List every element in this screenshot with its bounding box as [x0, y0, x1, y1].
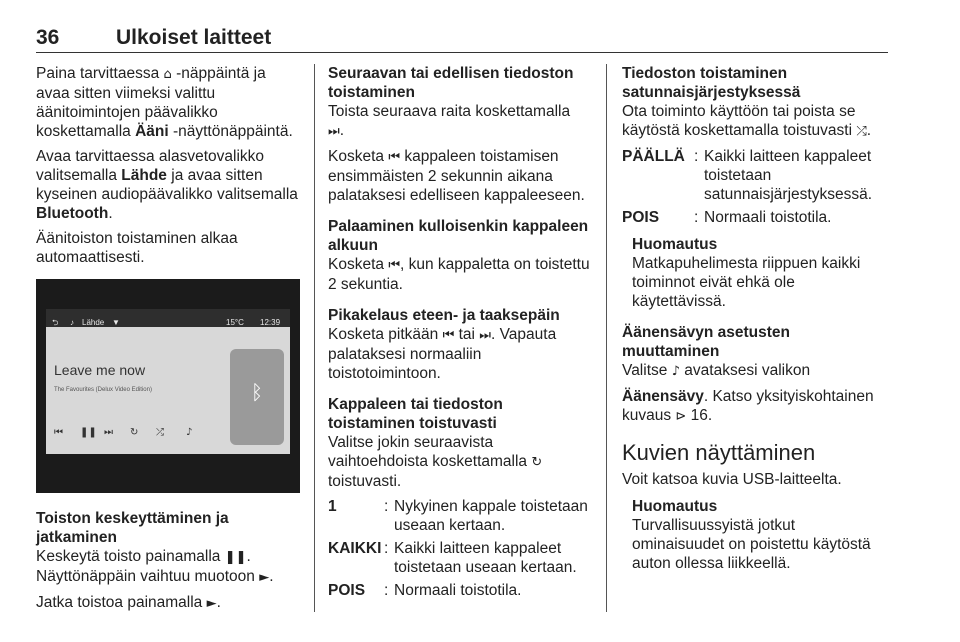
- paragraph: Toista seuraava raita koskettamalla ⏭.: [328, 103, 571, 139]
- section-heading: Toiston keskeyttäminen ja jatkaminen: [36, 510, 229, 546]
- album-title: The Favourites (Delux Video Edition): [54, 387, 152, 393]
- paragraph: Paina tarvittaessa ⌂ -näppäintä ja avaa sitten viimeksi valittu äänitoimintojen päävalikko koskettamalla Ääni -näyttönäppäintä.: [36, 65, 293, 140]
- chevron-down-icon: ▼: [112, 318, 120, 327]
- equalizer-icon: ♪: [186, 427, 193, 438]
- option-desc: Nykyinen kappale toistetaan useaan kertaan.: [394, 498, 588, 534]
- paragraph: Kosketa ⏮, kun kappaletta on toistettu 2 sekuntia.: [328, 256, 590, 293]
- pause-icon: ❚❚: [224, 550, 247, 565]
- previous-icon: ⏮: [54, 427, 63, 438]
- pause-icon: ❚❚: [80, 427, 97, 438]
- paragraph: Valitse ♪ avataksesi valikon: [622, 362, 811, 379]
- note-title: Huomautus: [632, 498, 718, 515]
- home-icon: ⌂: [163, 67, 172, 82]
- playback-controls: [50, 423, 210, 443]
- source-label: Lähde: [82, 318, 105, 327]
- infotainment-screenshot: [36, 279, 300, 493]
- shuffle-icon: ⤮: [856, 124, 867, 139]
- column-3: [622, 64, 886, 581]
- status-bar: [46, 309, 290, 327]
- repeat-icon: ↻: [130, 427, 139, 438]
- option-desc: Kaikki laitteen kappaleet toistetaan useaan kertaan.: [394, 540, 577, 576]
- repeat-icon: ↻: [531, 455, 543, 470]
- paragraph: Kosketa pitkään ⏮ tai ⏭. Vapauta palataksesi normaaliin toistotoimintoon.: [328, 326, 557, 382]
- paragraph: Voit katsoa kuvia USB-laitteelta.: [622, 471, 842, 488]
- option-row: POIS : Normaali toistotila.: [328, 581, 592, 600]
- column-divider: [314, 64, 315, 612]
- section-heading: Pikakelaus eteen- ja taaksepäin: [328, 307, 560, 324]
- play-icon: ►: [259, 570, 270, 585]
- option-row: 1 : Nykyinen kappale toistetaan useaan kertaan.: [328, 497, 592, 535]
- infotainment-screen: [46, 309, 290, 454]
- paragraph: Valitse jokin seuraavista vaihtoehdoista koskettamalla ↻ toistuvasti.: [328, 434, 543, 490]
- column-2: [328, 64, 592, 604]
- option-desc: Normaali toistotila.: [394, 582, 522, 599]
- paragraph: Äänitoiston toistaminen alkaa automaattisesti.: [36, 230, 238, 266]
- previous-icon: ⏮: [442, 328, 455, 343]
- note-box: [632, 497, 886, 573]
- option-key: KAIKKI: [328, 540, 382, 557]
- column-divider: [606, 64, 607, 612]
- section-heading: Seuraavan tai edellisen tiedoston toistaminen: [328, 65, 574, 101]
- paragraph: Jatka toistoa painamalla ►.: [36, 594, 221, 611]
- option-desc: Normaali toistotila.: [704, 209, 832, 226]
- note-text: Matkapuhelimesta riippuen kaikki toiminnot eivät ehkä ole käytettävissä.: [632, 255, 861, 310]
- option-row: KAIKKI : Kaikki laitteen kappaleet toistetaan useaan kertaan.: [328, 539, 592, 577]
- option-key: POIS: [328, 582, 366, 599]
- option-desc: Kaikki laitteen kappaleet toistetaan satunnaisjärjestyksessä.: [704, 148, 872, 203]
- column-1: [36, 64, 300, 619]
- note-text: Turvallisuussyistä jotkut ominaisuudet on poistettu käytöstä auton ollessa liikkeellä.: [632, 517, 871, 572]
- paragraph: Kosketa ⏮ kappaleen toistamisen ensimmäisten 2 sekunnin aikana palataksesi edelliseen kappaleeseen.: [328, 148, 585, 204]
- clock: 12:39: [260, 318, 281, 327]
- section-heading: Kappaleen tai tiedoston toistaminen toistuvasti: [328, 396, 503, 432]
- option-key: PÄÄLLÄ: [622, 148, 685, 165]
- paragraph: Avaa tarvittaessa alasvetovalikko valitsemalla Lähde ja avaa sitten kyseinen audiopäävalikko valitsemalla Bluetooth.: [36, 148, 298, 222]
- next-icon: ⏭: [104, 427, 113, 438]
- previous-icon: ⏮: [388, 258, 401, 273]
- section-title: Kuvien näyttäminen: [622, 440, 816, 465]
- bluetooth-icon: ᛒ: [251, 380, 263, 404]
- section-heading: Tiedoston toistaminen satunnaisjärjestyksessä: [622, 65, 801, 101]
- song-title: Leave me now: [54, 362, 146, 378]
- shuffle-icon: ⤮: [156, 427, 164, 438]
- paragraph: Keskeytä toisto painamalla ❚❚. Näyttönäppäin vaihtuu muotoon ►.: [36, 548, 274, 585]
- section-heading: Äänensävyn asetusten muuttaminen: [622, 324, 790, 360]
- section-heading: Palaaminen kulloisenkin kappaleen alkuun: [328, 218, 589, 254]
- option-row: POIS : Normaali toistotila.: [622, 208, 886, 227]
- phone-graphic: [230, 349, 284, 445]
- page-reference-icon: ⊳: [675, 409, 687, 424]
- option-key: 1: [328, 498, 337, 515]
- next-icon: ⏭: [328, 124, 340, 139]
- option-row: PÄÄLLÄ : Kaikki laitteen kappaleet toistetaan satunnaisjärjestyksessä.: [622, 147, 886, 204]
- page-number: 36: [36, 26, 60, 49]
- chapter-title: Ulkoiset laitteet: [116, 26, 272, 49]
- note-title: Huomautus: [632, 236, 718, 253]
- paragraph: Äänensävy. Katso yksityiskohtainen kuvaus ⊳ 16.: [622, 388, 874, 424]
- page-header: [36, 26, 888, 53]
- temperature: 15°C: [226, 318, 244, 327]
- music-note-icon: ♪: [70, 318, 74, 327]
- back-icon: ⮌: [52, 318, 59, 327]
- note-box: [632, 235, 886, 311]
- equalizer-icon: ♪: [671, 364, 680, 379]
- previous-icon: ⏮: [388, 150, 401, 165]
- paragraph: Ota toiminto käyttöön tai poista se käytöstä koskettamalla toistuvasti ⤮.: [622, 103, 872, 139]
- next-icon: ⏭: [479, 328, 491, 343]
- play-icon: ►: [206, 596, 217, 611]
- option-key: POIS: [622, 209, 660, 226]
- page-reference[interactable]: 16: [690, 407, 708, 424]
